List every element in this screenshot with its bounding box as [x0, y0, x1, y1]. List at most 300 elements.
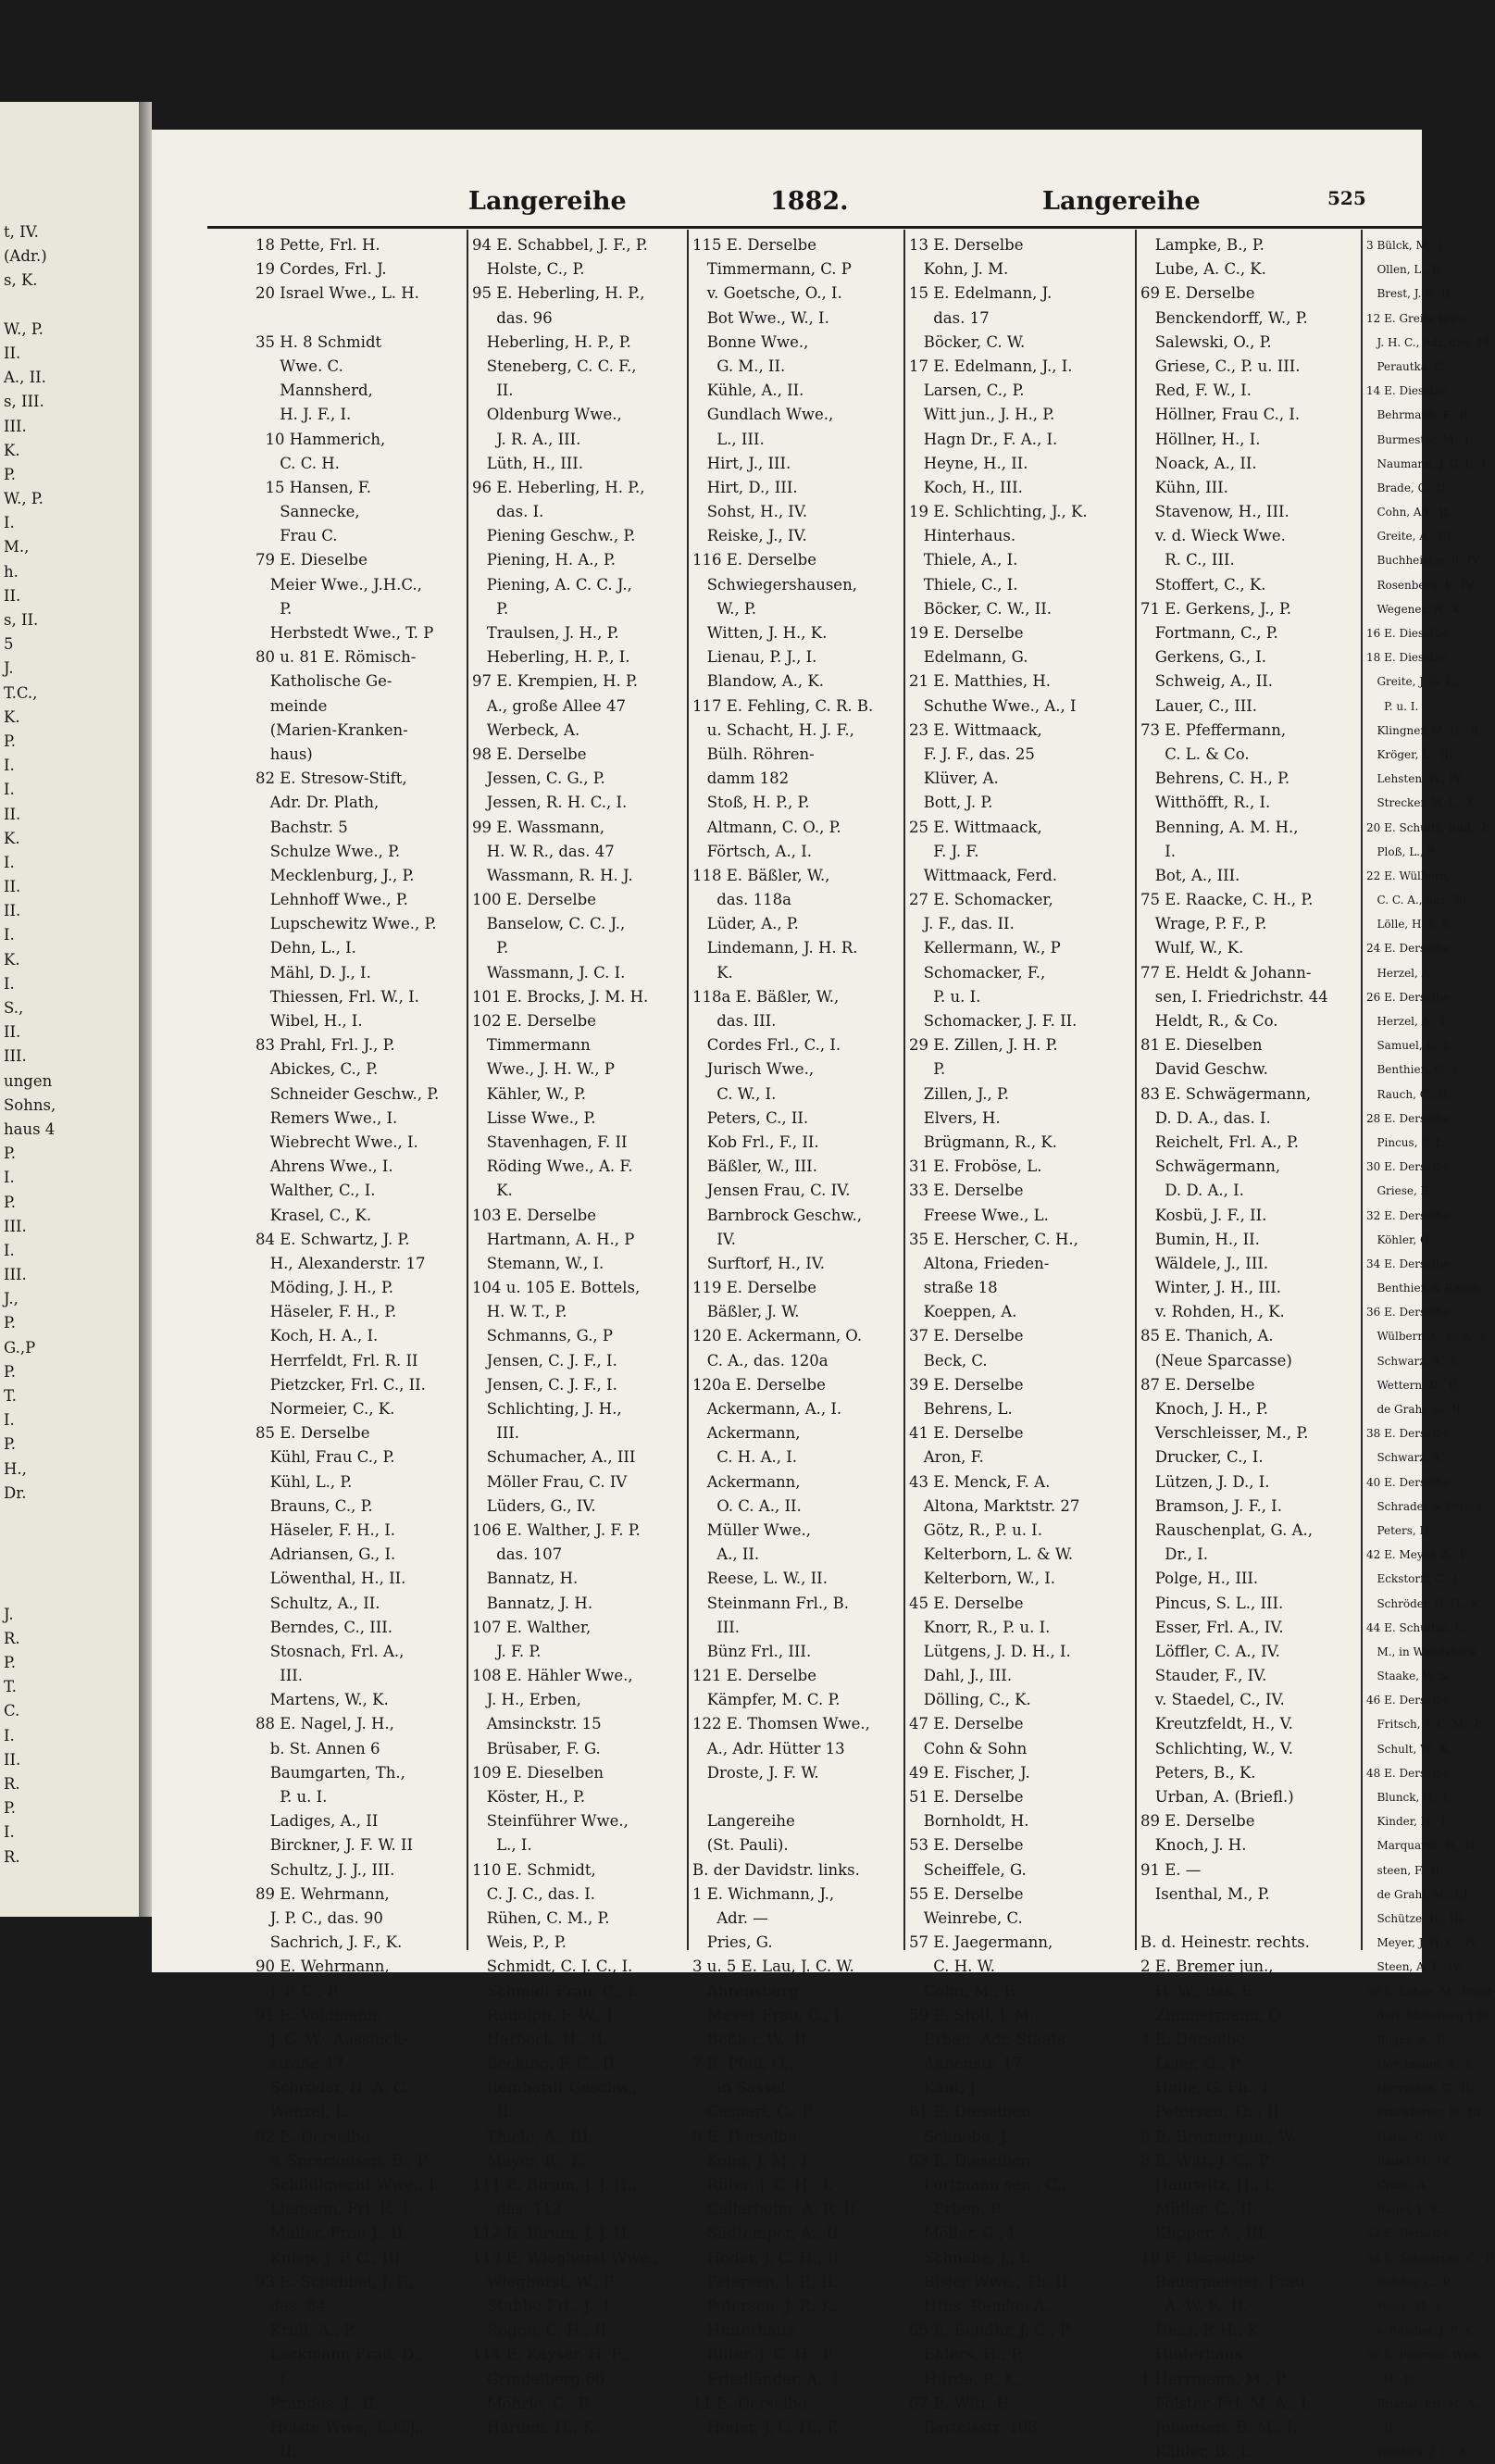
directory-entry: Jessen, R. H. C., I.	[472, 794, 628, 812]
directory-entry: v. d. Wieck Wwe.	[1140, 527, 1286, 545]
directory-entry: Bäßler, J. W.	[692, 1303, 800, 1321]
directory-entry: Kellermann, W., P	[909, 939, 1061, 957]
left-page-fragment: M.,	[4, 538, 30, 557]
directory-entry: Südtemper, A., II.	[692, 2224, 844, 2243]
directory-entry: Dölling, C., K.	[909, 1691, 1031, 1709]
directory-entry: Winter, J. H., III.	[1140, 1279, 1282, 1297]
directory-entry: David Geschw.	[1140, 1060, 1268, 1079]
street-title-right: Langereihe	[1042, 187, 1201, 216]
directory-entry: Beßler, W., II.	[692, 2030, 812, 2048]
directory-entry: Heberling, H. P., P.	[472, 332, 631, 351]
directory-entry: III.	[255, 1667, 304, 1685]
directory-entry: Stauder, F., IV.	[1140, 1667, 1267, 1685]
directory-entry: L., I.	[472, 1836, 532, 1855]
directory-entry: 82 E. Stresow-Stift,	[255, 769, 407, 788]
directory-entry: Meyer, J. H. C., IV.	[1366, 1936, 1479, 1950]
directory-entry: Petersen, J. P., K.	[692, 2296, 838, 2315]
left-page-fragment: R.	[4, 1629, 20, 1647]
directory-entry: Schlichting, J. H.,	[472, 1400, 622, 1418]
directory-entry: 42 E. Meyer, A., P.	[1366, 1548, 1469, 1562]
directory-entry: Ehlers, H., P.	[909, 2345, 1024, 2364]
left-page-fragment: P.	[4, 465, 17, 483]
left-page-fragment: Dr.	[4, 1483, 27, 1502]
directory-entry: Lisse Wwe., P.	[472, 1108, 596, 1127]
column-1	[255, 233, 463, 2461]
left-page-fragment: I.	[4, 1169, 15, 1187]
directory-entry: A., II.	[692, 1545, 760, 1564]
directory-entry: haus)	[255, 744, 313, 763]
directory-entry: Herbstedt Wwe., T. P	[255, 624, 434, 642]
directory-entry: 46 E. Derselbe	[1366, 1694, 1450, 1707]
directory-entry: Behrens, C. H., P.	[1140, 769, 1290, 788]
directory-entry: 27 E. Schomacker,	[909, 891, 1053, 909]
directory-entry: 11 E. Derselbe	[692, 2394, 807, 2412]
directory-entry: Bannatz, J. H.	[472, 1594, 593, 1612]
directory-entry: Knoch, J. H.	[1140, 1836, 1247, 1855]
directory-entry: Baumgarten, Th.,	[255, 1763, 405, 1782]
left-page-fragment: (Adr.)	[4, 247, 47, 266]
directory-entry: Reese, L. W., II.	[692, 1570, 828, 1588]
left-page-fragment: I.	[4, 926, 15, 944]
directory-entry: 20 E. Schultz, Rud., P.	[1366, 820, 1490, 834]
directory-entry: Surftorf, H., IV.	[692, 1254, 826, 1272]
directory-entry: Esser, Frl. A., IV.	[1140, 1618, 1284, 1636]
directory-entry: H. W. T., P.	[472, 1303, 567, 1321]
directory-entry: Dahl, J., III.	[909, 1667, 1013, 1685]
left-page-fragment: haus 4	[4, 1119, 56, 1138]
directory-entry: 43 E. Menck, F. A.	[909, 1472, 1051, 1491]
left-page-fragment: W., P.	[4, 319, 44, 338]
directory-entry: Thiele, A., III.	[472, 2127, 593, 2145]
directory-entry: Jensen Frau, C. IV.	[692, 1182, 851, 1200]
directory-entry: Möller, C., I.	[909, 2224, 1019, 2243]
directory-entry: Rühen, C. M., P.	[472, 1908, 610, 1927]
directory-entry: G. M., II.	[692, 356, 786, 375]
left-page-fragment: P.	[4, 1799, 17, 1818]
left-page-fragment: J.	[4, 1605, 14, 1623]
left-page-fragment: K.	[4, 441, 20, 459]
directory-entry: Timmermann, C. P	[692, 260, 852, 279]
directory-entry: v. Rohden, J. P., K.	[1366, 2324, 1477, 2338]
left-page-fragment: II.	[4, 878, 21, 896]
directory-entry: 34 E. Derselbe	[1366, 1257, 1450, 1270]
directory-entry: Stemann, W., I.	[472, 1254, 604, 1272]
left-page-fragment: P.	[4, 1193, 17, 1211]
directory-entry: Sohst, H., IV.	[692, 503, 808, 521]
directory-entry: (St. Pauli).	[692, 1836, 789, 1855]
directory-entry: Blunck, H., I.	[1366, 1791, 1451, 1804]
directory-entry: Benning, A. M. H.,	[1140, 818, 1299, 836]
directory-entry: Lützen, J. D., I.	[1140, 1472, 1270, 1491]
directory-entry: 25 E. Wittmaack,	[909, 818, 1042, 836]
directory-entry: Annenstr. 17	[909, 2055, 1022, 2073]
directory-entry: Grindelberg 60	[472, 2370, 605, 2388]
directory-entry: Herrmann, C., II.	[1366, 2082, 1474, 2095]
directory-entry: Becking, F. C., II.	[472, 2055, 620, 2073]
directory-entry: Wieghorst, W., P	[472, 2272, 614, 2291]
directory-entry: Höllner, Frau C., I.	[1140, 406, 1301, 424]
directory-entry: Staake, W. S.	[1366, 1670, 1451, 1683]
directory-entry: Meier Wwe., J.H.C.,	[255, 575, 422, 594]
directory-entry: Bott, J. P.	[909, 794, 993, 812]
directory-entry: D. D. A., I.	[1140, 1182, 1244, 1200]
directory-entry: (Marien-Kranken-	[255, 720, 408, 739]
directory-entry: Schult, W., K.	[1366, 1742, 1452, 1756]
directory-entry: Haurwitz, H., I.	[1140, 2176, 1276, 2194]
directory-entry: 121 E. Derselbe	[692, 1667, 816, 1685]
directory-entry: Müller, Frau J., II.	[255, 2224, 408, 2243]
directory-entry: Ackermann,	[692, 1424, 801, 1443]
left-page-fragment: h.	[4, 562, 19, 581]
left-page-fragment: ungen	[4, 1071, 53, 1090]
directory-entry: Fritsch, T. C. M., P.	[1366, 1718, 1483, 1732]
directory-entry: II.	[472, 2103, 514, 2121]
directory-entry: Cruse, A.	[1366, 2179, 1429, 2192]
directory-entry: Ladiges, A., II	[255, 1812, 379, 1831]
directory-entry: 109 E. Dieselben	[472, 1763, 604, 1782]
directory-entry: Bumin, H., II.	[1140, 1230, 1260, 1248]
directory-entry: Schwiegershausen,	[692, 575, 857, 594]
directory-entry: K.	[692, 963, 733, 982]
directory-entry: Burmester, M., I.	[1366, 432, 1473, 446]
directory-entry: 73 E. Pfeffermann,	[1140, 720, 1287, 739]
directory-entry: das. III.	[692, 1012, 777, 1030]
left-page-fragment: I.	[4, 514, 15, 532]
directory-entry: H., P.	[1366, 2372, 1414, 2386]
left-page-fragment: P.	[4, 732, 17, 750]
directory-entry: Witt jun., J. H., P.	[909, 406, 1055, 424]
directory-entry: Heldt, R., & Co.	[1140, 1012, 1278, 1030]
directory-entry: Normeier, C., K.	[255, 1400, 395, 1418]
directory-entry: Lütgens, J. D. H., I.	[909, 1642, 1071, 1660]
directory-entry: Samuel, L., I.	[1366, 1039, 1452, 1053]
directory-entry: sen, I. Friedrichstr. 44	[1140, 987, 1328, 1006]
directory-entry: Altona, Frieden-	[909, 1254, 1050, 1272]
year-title: 1882.	[770, 187, 849, 216]
left-page-fragment	[0, 294, 139, 318]
directory-entry: 120a E. Derselbe	[692, 1375, 826, 1394]
directory-entry: 108 E. Hähler Wwe.,	[472, 1667, 633, 1685]
directory-entry: 18 E. Dieselbe	[1366, 651, 1448, 665]
directory-entry: Klingner, M. H., II.	[1366, 723, 1483, 737]
directory-entry: de Grahl, M., III.	[1366, 1887, 1472, 1901]
directory-entry: Piening, H. A., P.	[472, 551, 616, 569]
directory-entry: Thiele, C., I.	[909, 575, 1018, 594]
directory-entry: R. C., III.	[1140, 551, 1235, 569]
directory-entry: Beck, C.	[909, 1351, 988, 1370]
left-page-fragment: II.	[4, 1023, 21, 1042]
directory-entry: Hagn Dr., F. A., I.	[909, 430, 1058, 448]
directory-entry: 117 E. Fehling, C. R. B.	[692, 696, 874, 715]
directory-entry: Piening, A. C. C. J.,	[472, 575, 632, 594]
directory-entry: Löffler, C. A., IV.	[1140, 1642, 1280, 1660]
directory-entry: Lehnhoff Wwe., P.	[255, 891, 408, 909]
directory-entry: Eckstorff, C., I.	[1366, 1572, 1462, 1586]
directory-entry: Böcker, C. W., II.	[909, 599, 1052, 618]
directory-entry: Kant, J.	[909, 2079, 980, 2097]
directory-entry: Reichelt, Frl. A., P.	[1140, 1132, 1299, 1151]
directory-entry: 101 E. Brocks, J. M. H.	[472, 987, 649, 1006]
directory-entry: 118 E. Bäßler, W.,	[692, 866, 830, 884]
directory-entry: Hinterhaus	[1140, 2345, 1242, 2364]
directory-entry: Langereihe	[692, 1812, 795, 1831]
left-page-fragment: J.,	[4, 1290, 19, 1308]
directory-entry: Hinterhaus.	[909, 527, 1016, 545]
directory-entry: 102 E. Derselbe	[472, 1012, 596, 1030]
directory-entry: 106 E. Walther, J. F. P.	[472, 1520, 641, 1539]
directory-entry: Lüth, H., III.	[472, 454, 583, 472]
directory-entry: Müller Wwe.,	[692, 1520, 812, 1539]
directory-entry: Krasel, C., K.	[255, 1206, 372, 1224]
directory-entry: J. F. P.	[472, 1642, 542, 1660]
directory-entry: v. Staedel, C., IV.	[1140, 1691, 1285, 1709]
directory-entry: Lauer, C., III.	[1140, 696, 1258, 715]
directory-entry: A. W. F., II.	[1140, 2296, 1249, 2315]
left-page-fragment: I.	[4, 781, 15, 799]
directory-entry: 87 E. Derselbe	[1140, 1375, 1255, 1394]
directory-entry: Cordes Frl., C., I.	[692, 1036, 841, 1055]
directory-entry: Red, F. W., I.	[1140, 381, 1252, 400]
directory-entry: Schomacker, F.,	[909, 963, 1046, 982]
directory-entry: Fortmann sen., C.,	[909, 2176, 1066, 2194]
directory-entry: Sachrich, J. F., K.	[255, 1933, 403, 1952]
directory-entry: B. d. Heinestr. rechts.	[1140, 1933, 1311, 1952]
directory-entry: Hess, P. H., K.	[1140, 2321, 1265, 2340]
directory-entry: P. u. I.	[1366, 699, 1419, 713]
directory-entry: Koch, H., III.	[909, 478, 1023, 496]
left-page-fragment: s, K.	[4, 271, 38, 290]
directory-entry: 45 E. Derselbe	[909, 1594, 1024, 1612]
directory-entry: Ahrens Wwe., I.	[255, 1157, 393, 1176]
directory-entry: Wassmann, J. C. I.	[472, 963, 626, 982]
directory-entry: Koch, H. A., I.	[255, 1327, 379, 1345]
directory-entry: 38 E. Derselbe	[1366, 1427, 1450, 1441]
directory-entry: Kühn, III.	[1140, 478, 1228, 496]
left-page-fragment: II.	[4, 586, 21, 605]
directory-entry: Schumacher, A., III	[472, 1448, 636, 1467]
left-page-fragment: II.	[4, 1750, 21, 1769]
directory-entry: Schildknecht Wwe., I.	[255, 2176, 440, 2194]
directory-entry: Kohn, J. M.	[909, 260, 1009, 279]
directory-entry: 4 E. Derselbe	[1140, 2030, 1245, 2048]
directory-entry: 75 E. Raacke, C. H., P.	[1140, 891, 1314, 909]
directory-entry: Cohn, Ad., II.	[1366, 506, 1452, 519]
directory-entry: 41 E. Derselbe	[909, 1424, 1024, 1443]
directory-entry: 14 E. Dieselbe	[1366, 384, 1448, 398]
directory-entry: 110 E. Schmidt,	[472, 1860, 596, 1879]
directory-entry: J. R. A., III.	[472, 430, 581, 448]
directory-entry: Wiebrecht Wwe., I.	[255, 1132, 418, 1151]
directory-entry: Brest, J. F., II.	[1366, 287, 1454, 301]
column-rule	[903, 230, 905, 1950]
directory-entry: Hürde, P., K.	[909, 2370, 1021, 2388]
directory-entry: 71 E. Gerkens, J., P.	[1140, 599, 1292, 618]
directory-entry: 19 E. Derselbe	[909, 624, 1024, 642]
directory-entry: 85 E. Thanich, A.	[1140, 1327, 1274, 1345]
directory-entry: das. 96	[472, 308, 553, 327]
left-page-fragment: II.	[4, 805, 21, 823]
directory-entry: Holste Wwe., C.C.J.,	[255, 2418, 425, 2436]
directory-entry: 54 E. Schwartau, C., P.	[1366, 2251, 1495, 2265]
directory-entry: J. P. C., das. 90	[255, 1908, 383, 1927]
directory-entry: Zillen, J., P.	[909, 1084, 1009, 1103]
directory-entry: C. H. W.	[909, 1957, 995, 1976]
directory-entry: Thiessen, Frl. W., I.	[255, 987, 419, 1006]
directory-entry: 59 E. Stoll, J. M.,	[909, 2006, 1040, 2024]
directory-entry: Weinrebe, C.	[909, 1908, 1023, 1927]
left-page-fragment: I.	[4, 757, 15, 775]
directory-entry: Schwarz, A., I.	[1366, 1354, 1459, 1368]
directory-entry: P.	[255, 599, 293, 618]
directory-entry: 122 E. Thomsen Wwe.,	[692, 1715, 870, 1733]
directory-entry: das. 94	[255, 2296, 327, 2315]
directory-page	[152, 130, 1495, 2461]
directory-entry: u. Schacht, H. J. F.,	[692, 720, 854, 739]
directory-entry: 1 E. Wichmann, J.,	[692, 1884, 835, 1903]
left-page-fragment: R.	[4, 1847, 20, 1866]
directory-entry: Freese Wwe., L.	[909, 1206, 1049, 1224]
directory-entry: H. W. R., das. 47	[472, 842, 615, 860]
directory-entry: Mayer, R., K.	[472, 2151, 587, 2170]
left-page-fragment: t, IV.	[4, 223, 39, 241]
left-page-fragment	[0, 1579, 139, 1603]
left-page-fragment: T.	[4, 1678, 17, 1696]
directory-entry: Stoffert, C., K.	[1140, 575, 1266, 594]
directory-entry: Cohn, M., P.	[909, 1982, 1016, 2000]
directory-entry: 19 Cordes, Frl. J.	[255, 260, 387, 279]
directory-entry: Petersen, J. P., II.	[692, 2272, 839, 2291]
directory-entry: 107 E. Walther,	[472, 1618, 592, 1636]
directory-entry: Klipper, A., III.	[1140, 2224, 1269, 2243]
left-page-fragment: III.	[4, 1047, 27, 1066]
directory-entry: Wohlers, J. C., K.	[1366, 2445, 1471, 2459]
directory-entry: Remers Wwe., I.	[255, 1108, 398, 1127]
left-page-fragment: P.	[4, 1654, 17, 1672]
directory-entry: Fölster, Frl. M. A., I.	[1140, 2394, 1312, 2412]
directory-entry	[692, 1785, 900, 1809]
directory-entry: 20 Israel Wwe., L. H.	[255, 284, 419, 303]
left-page-fragment: P.	[4, 1362, 17, 1381]
directory-entry: 89 E. Wehrmann,	[255, 1884, 390, 1903]
directory-entry: Weis, P., P.	[472, 1933, 567, 1952]
directory-entry: 35 E. Herscher, C. H.,	[909, 1230, 1078, 1248]
left-page-fragment: I.	[4, 1411, 15, 1430]
directory-entry: Stavenow, H., III.	[1140, 503, 1289, 521]
directory-entry: Kähler, B., I.	[1140, 2443, 1252, 2461]
directory-entry: Herzel, A.	[1366, 966, 1434, 980]
directory-entry: Rosenberg, F., IV.	[1366, 578, 1476, 592]
directory-entry: W., P.	[692, 599, 757, 618]
directory-entry: 24 E. Derselbe	[1366, 942, 1450, 956]
directory-entry: b. St. Annen 6	[255, 1739, 380, 1757]
directory-entry: Noack, A., II.	[1140, 454, 1257, 472]
directory-entry: Lube, A. C., K.	[1140, 260, 1266, 279]
directory-entry: Friedländer, A., I.	[692, 2370, 843, 2388]
directory-entry: Oldenburg Wwe.,	[472, 406, 622, 424]
page-header	[152, 187, 1422, 224]
directory-entry: Stubbe Frl., J., I	[472, 2296, 610, 2315]
directory-entry: 92 E. Derselbe	[255, 2127, 370, 2145]
directory-entry: Adriansen, G., I.	[255, 1545, 396, 1564]
directory-entry: Buchheister, F., IV.	[1366, 554, 1482, 568]
directory-entry: Schnebe, J.	[909, 2127, 1010, 2145]
directory-entry: Bachstr. 5	[255, 818, 348, 836]
directory-entry: Harbeck, H., II.	[472, 2030, 608, 2048]
left-page-fragment: III.	[4, 1217, 27, 1235]
column-4	[909, 233, 1131, 2436]
left-page-fragment: III.	[4, 1266, 27, 1284]
directory-entry: Droste, J. F. W.	[692, 1763, 819, 1782]
directory-entry: J. H., Erben,	[472, 1691, 581, 1709]
directory-entry: Lupschewitz Wwe., P.	[255, 915, 437, 933]
directory-entry: Reiske, J., IV.	[692, 527, 807, 545]
left-page-fragment: G.,P	[4, 1338, 36, 1357]
directory-entry: Müller, C., II.	[1140, 2200, 1258, 2219]
directory-entry: Bonne Wwe.,	[692, 332, 809, 351]
directory-entry: 22 E. Wülbern,	[1366, 869, 1451, 882]
directory-entry: Schwarz, A.	[1366, 1451, 1444, 1465]
left-page-fragment: s, III.	[4, 393, 44, 411]
directory-entry: Friebel, Frl. M. A.,	[1366, 2396, 1482, 2410]
directory-entry: Verschleisser, M., P.	[1140, 1424, 1309, 1443]
directory-entry: M., in Wandsbeck	[1366, 1645, 1477, 1658]
left-page-fragment: I.	[4, 1726, 15, 1745]
directory-entry: 85 E. Derselbe	[255, 1424, 370, 1443]
directory-entry: 114 E. Kayser, H. F.,	[472, 2345, 629, 2364]
directory-entry: Schwägermann,	[1140, 1157, 1281, 1176]
left-page-fragment: II.	[4, 902, 21, 920]
directory-entry: 83 Prahl, Frl. J., P.	[255, 1036, 395, 1055]
directory-entry: Martens, W., K.	[255, 1691, 389, 1709]
directory-entry: Köhler, G.	[1366, 1232, 1432, 1246]
directory-entry: steen, F., II.	[1366, 1863, 1444, 1877]
directory-entry: Schmidt Frau, C., I.	[472, 1982, 640, 2000]
directory-entry: 30 E. Derselbe	[1366, 1160, 1450, 1174]
directory-entry: Timmermann	[472, 1036, 591, 1055]
directory-entry: 6 E. Bremer jun., W.	[1140, 2127, 1297, 2145]
directory-entry: 47 E. Derselbe	[909, 1715, 1024, 1733]
directory-entry: Hoder, J. C. H., P.	[692, 2418, 840, 2436]
left-page-edge	[0, 102, 142, 1917]
directory-entry: P.	[909, 1060, 946, 1079]
directory-entry: 91 E. Voldmann,	[255, 2006, 382, 2024]
directory-entry: Schultz, A., II.	[255, 1594, 380, 1612]
left-page-fragment: K.	[4, 950, 20, 969]
column-rule	[1361, 230, 1363, 1950]
directory-entry: Wwe., J. H. W., P	[472, 1060, 615, 1079]
directory-entry: Götz, R., P. u. I.	[909, 1520, 1042, 1539]
left-page-fragment: R.	[4, 1775, 20, 1793]
directory-entry: Steinmann Frl., B.	[692, 1594, 850, 1612]
directory-entry: Wrage, P. F., P.	[1140, 915, 1267, 933]
directory-entry: Dr., I.	[1140, 1545, 1209, 1564]
column-rule	[687, 230, 689, 1950]
directory-entry: Hinterhaus	[692, 2321, 794, 2340]
directory-entry: Hoder, J. C. H., II.	[692, 2248, 844, 2267]
directory-entry: Lüders, G., IV.	[472, 1496, 596, 1515]
directory-entry: Schuthe Wwe., A., I	[909, 696, 1077, 715]
directory-entry: Edelmann, G.	[909, 648, 1028, 667]
left-page-fragment: T.	[4, 1387, 17, 1405]
directory-entry: Altona, Marktstr. 27	[909, 1496, 1080, 1515]
directory-entry: Ollen, L., II.	[1366, 263, 1445, 277]
directory-entry: Schrader & Peters	[1366, 1499, 1482, 1513]
directory-entry: v. Goetsche, O., I.	[692, 284, 842, 303]
directory-entry: Bornholdt, H.	[909, 1812, 1029, 1831]
directory-entry: 52 E. Derselbe	[1366, 2227, 1450, 2241]
directory-entry: 56 E. Petersen Wwe.,	[1366, 2348, 1487, 2362]
directory-entry: Piening Geschw., P.	[472, 527, 636, 545]
